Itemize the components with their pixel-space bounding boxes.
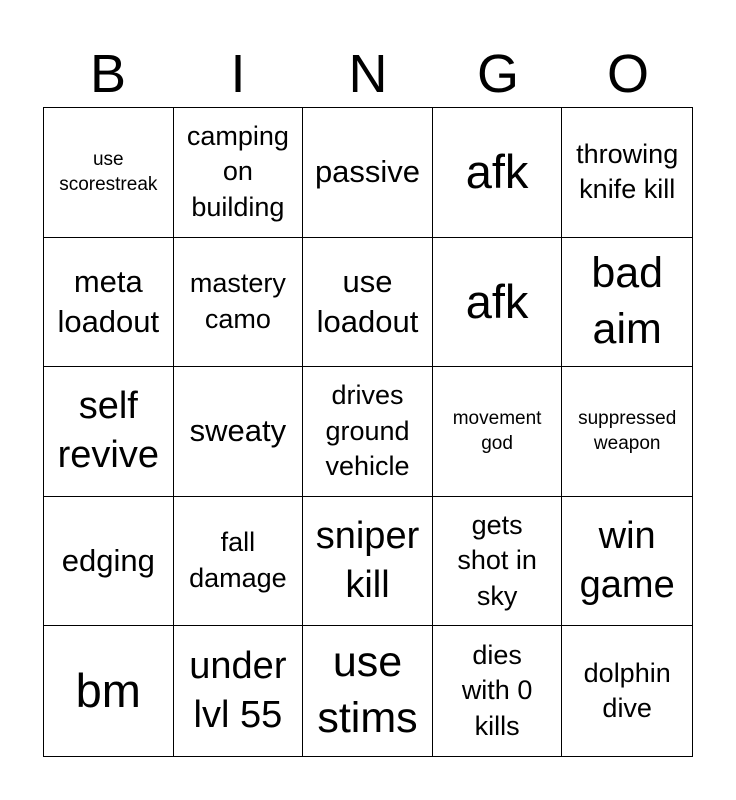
bingo-cell[interactable] — [562, 367, 692, 497]
header-letter-b: B — [89, 44, 127, 104]
bingo-cell[interactable] — [44, 238, 174, 368]
header-letter-g: G — [476, 44, 519, 104]
bingo-cell[interactable] — [562, 238, 692, 368]
bingo-cell[interactable] — [433, 497, 563, 627]
cell-label: win game — [579, 514, 675, 607]
bingo-cell[interactable] — [44, 626, 174, 756]
cell-label: afk — [465, 145, 529, 199]
bingo-cell[interactable] — [433, 108, 563, 238]
bingo-cell[interactable] — [174, 626, 304, 756]
bingo-board — [43, 107, 693, 757]
cell-label: meta loadout — [57, 263, 160, 339]
bingo-cell[interactable] — [433, 626, 563, 756]
cell-label: movement god — [452, 407, 542, 455]
bingo-cell[interactable] — [174, 497, 304, 627]
bingo-cell[interactable] — [433, 238, 563, 368]
cell-label: under lvl 55 — [189, 644, 287, 737]
cell-label: edging — [61, 542, 155, 578]
bingo-cell[interactable] — [174, 367, 304, 497]
cell-label: use loadout — [316, 263, 419, 339]
bingo-cell[interactable] — [303, 626, 433, 756]
cell-label: gets shot in sky — [457, 509, 537, 611]
bingo-cell[interactable] — [303, 238, 433, 368]
bingo-cell[interactable] — [44, 367, 174, 497]
bingo-cell[interactable] — [562, 497, 692, 627]
bingo-cell[interactable] — [562, 108, 692, 238]
bingo-header — [43, 40, 693, 108]
cell-label: bad aim — [591, 249, 664, 353]
bingo-cell[interactable] — [174, 238, 304, 368]
cell-label: sweaty — [189, 413, 287, 449]
cell-label: bm — [75, 664, 141, 717]
bingo-cell[interactable] — [174, 108, 304, 238]
cell-label: self revive — [57, 385, 159, 477]
cell-label: throwing knife kill — [576, 138, 679, 205]
header-letter-i: I — [230, 44, 246, 104]
cell-label: mastery camo — [189, 268, 286, 334]
header-letter-o: O — [606, 44, 649, 104]
cell-label: afk — [465, 274, 529, 328]
bingo-cell[interactable] — [303, 367, 433, 497]
cell-label: dolphin dive — [583, 657, 671, 724]
bingo-cell[interactable] — [562, 626, 692, 756]
cell-label: dies with 0 kills — [461, 639, 533, 741]
bingo-cell[interactable] — [44, 108, 174, 238]
header-letter-n: N — [348, 44, 388, 104]
bingo-cell[interactable] — [433, 367, 563, 497]
cell-label: suppressed weapon — [578, 407, 677, 455]
cell-label: camping on building — [186, 120, 289, 223]
cell-label: passive — [314, 154, 421, 190]
cell-label: fall damage — [189, 527, 287, 594]
cell-label: use scorestreak — [59, 148, 158, 196]
bingo-cell[interactable] — [303, 497, 433, 627]
cell-label: use stims — [317, 638, 418, 743]
bingo-cell[interactable] — [303, 108, 433, 238]
cell-label: sniper kill — [315, 514, 420, 607]
bingo-cell[interactable] — [44, 497, 174, 627]
cell-label: drives ground vehicle — [325, 380, 410, 482]
